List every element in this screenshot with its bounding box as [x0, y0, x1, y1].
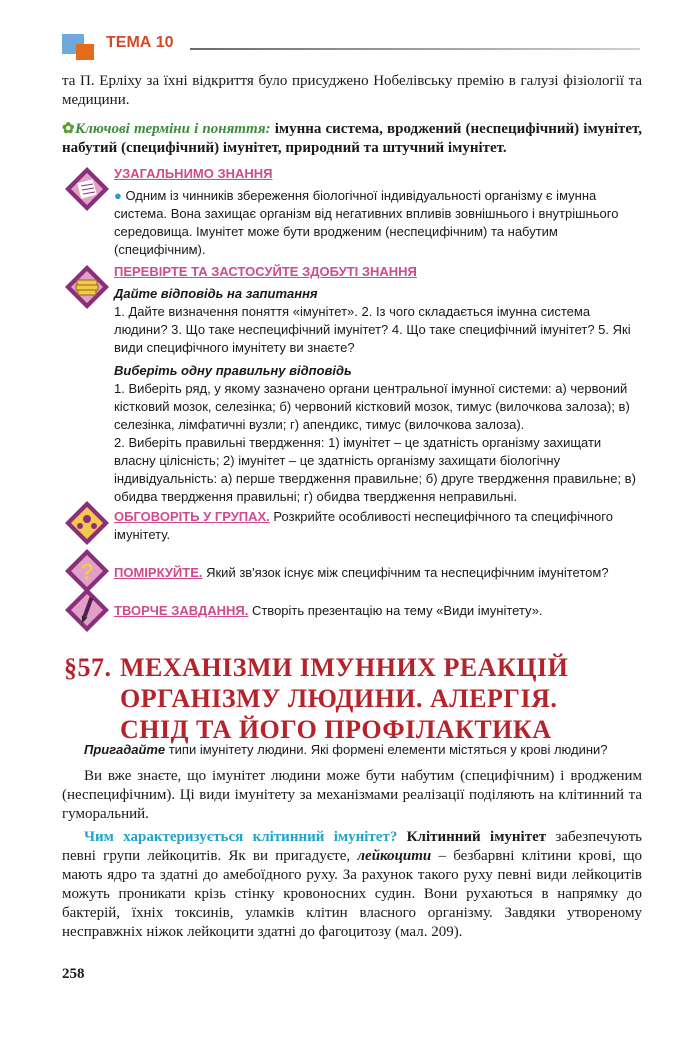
bullet-icon: ●	[114, 188, 122, 203]
recall-text: типи імунітету людини. Які формені елементи містяться у крові людини?	[168, 742, 608, 757]
check-test-2: 2. Виберіть правильні твердження: 1) імунітет – це здатність організму захищати власну цілісність; 2) імунітет – це здатність організму захищати біологічну індивідуальність: а) перше твердження правильне; б) друге твердження правильне; в) обидва твердження правильні; г) обидва твердження неправильні.	[114, 435, 636, 504]
body2-part1: забезпечують певні групи лейкоцитів. Як ви пригадуєте,	[62, 829, 642, 864]
group-discussion-icon	[64, 500, 110, 546]
check-subheading-1: Дайте відповідь на запитання	[114, 286, 318, 301]
think-block	[114, 564, 646, 582]
discuss-block	[114, 508, 646, 544]
body2-part2: – безбарвні клітини крові, що мають ядро та здатні до амебоїдного руху. За рахунок такого руху певні види лейкоцитів можуть проникати крізь стінку кровоносних судин. Вони рухаються в напрямку до бактерій, їхніх токсинів, уламків клітин власного організму. Завдяки утвореному несправжніх ніжок лейкоцити здатні до фагоцитозу (мал. 209).	[62, 848, 643, 940]
creative-heading: ТВОРЧЕ ЗАВДАННЯ.	[114, 603, 249, 618]
page-number: 258	[62, 966, 85, 982]
discuss-text: Розкрийте особливості неспецифічного та специфічного імунітету.	[114, 509, 613, 542]
check-subheading-2: Виберіть одну правильну відповідь	[114, 363, 352, 378]
brush-icon	[64, 587, 110, 633]
flower-icon: ✿	[62, 121, 75, 137]
intro-paragraph: та П. Ерліху за їхні відкриття було присуджено Нобелівську премію в галузі фізіології та медицини.	[62, 73, 642, 108]
creative-block	[114, 602, 646, 620]
header-square-orange	[76, 44, 94, 60]
summary-body: Одним із чинників збереження біологічної індивідуальності організму є імунна система. Вона захищає організм від негативних впливів зовнішнього і внутрішнього середовища. Імунітет може бути вродженим (неспецифічним) та набутим (специфічним).	[114, 188, 619, 257]
think-text: Який зв'язок існує між специфічним та неспецифічним імунітетом?	[206, 565, 609, 580]
books-icon	[64, 264, 110, 310]
check-test-1: 1. Виберіть ряд, у якому зазначено органи центральної імунної системи: а) червоний кістковий мозок, селезінка; б) червоний кістковий мозок, тимус (вилочкова залоза); в) селезінка, лімфатичні вузли; г) апендикс, тимус (вилочкова залоза).	[114, 381, 630, 432]
key-terms-label: Ключові терміни і поняття:	[74, 121, 271, 137]
svg-text:?: ?	[80, 559, 94, 584]
discuss-heading: ОБГОВОРІТЬ У ГРУПАХ.	[114, 509, 270, 524]
section-title-line-2: ОРГАНІЗМУ ЛЮДИНИ. АЛЕРГІЯ.	[120, 684, 558, 713]
header-rule	[190, 48, 640, 50]
summary-icon	[64, 166, 110, 212]
check-questions: 1. Дайте визначення поняття «імунітет». 2. Із чого складається імунна система людини? 3. Що таке неспецифічний імунітет? 4. Що таке специфічний імунітет? 5. Які види специфічного імунітету ви знаєте?	[114, 304, 631, 355]
section-title-line-1: МЕХАНІЗМИ ІМУННИХ РЕАКЦІЙ	[120, 653, 569, 682]
creative-text: Створіть презентацію на тему «Види імунітету».	[251, 603, 543, 618]
body2-term: Клітинний імунітет	[406, 829, 547, 845]
key-terms-text: імунна система, вроджений (неспецифічний) імунітет, набутий (специфічний) імунітет, природний та штучний імунітет.	[62, 121, 643, 156]
summary-text	[114, 187, 644, 259]
recall-label: Пригадайте	[84, 742, 166, 757]
recall-line	[84, 741, 644, 759]
section-number: §57.	[64, 653, 112, 682]
body-paragraph-1: Ви вже знаєте, що імунітет людини може бути набутим (специфічним) і вродженим (неспецифічним). Ці види імунітету за механізмами реалізації поділяють на клітинний та гуморальний.	[62, 768, 642, 822]
summary-heading: УЗАГАЛЬНИМО ЗНАННЯ	[114, 166, 273, 181]
body2-question: Чим характеризується клітинний імунітет?	[84, 829, 398, 845]
body-paragraph-2	[62, 828, 642, 942]
section-title-line-3: СНІД ТА ЙОГО ПРОФІЛАКТИКА	[120, 715, 552, 744]
check-heading: ПЕРЕВІРТЕ ТА ЗАСТОСУЙТЕ ЗДОБУТІ ЗНАННЯ	[114, 264, 417, 279]
header-title: ТЕМА 10	[106, 34, 174, 51]
think-heading: ПОМІРКУЙТЕ.	[114, 565, 203, 580]
key-terms	[62, 120, 642, 158]
body2-term2: лейкоцити	[357, 848, 432, 864]
